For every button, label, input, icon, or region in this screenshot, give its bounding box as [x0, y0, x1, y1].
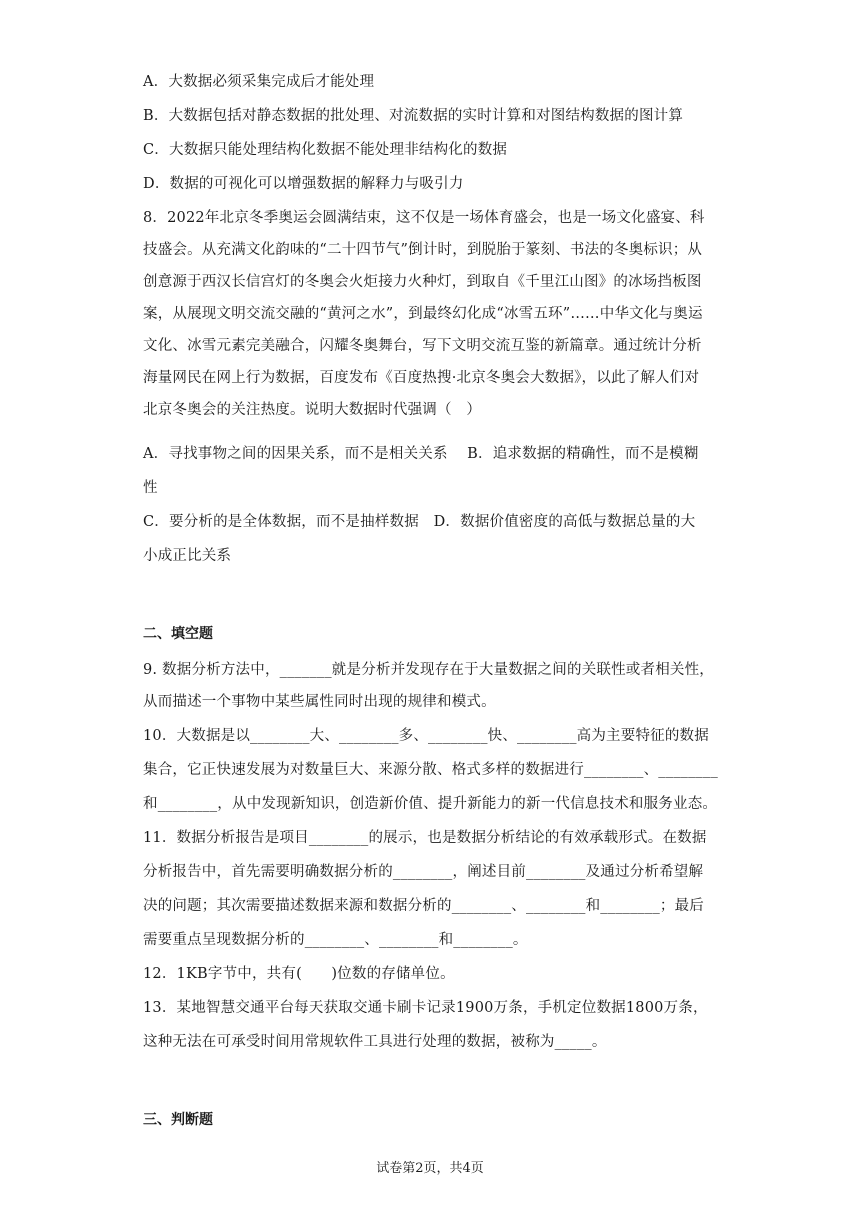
- q8-stem-line: 海量网民在网上行为数据，百度发布《百度热搜·北京冬奥会大数据》，以此了解人们对: [143, 370, 700, 386]
- q10-line: 和________，从中发现新知识，创造新价值、提升新能力的新一代信息技术和服务业态。: [143, 796, 718, 812]
- q8-options-cd: C．要分析的是全体数据，而不是抽样数据 D．数据价值密度的高低与数据总量的大: [143, 514, 696, 530]
- q8-options-cd-cont: 小成正比关系: [143, 548, 232, 564]
- q13-line: 13．某地智慧交通平台每天获取交通卡刷卡记录1900万条，手机定位数据1800万条，: [143, 1000, 708, 1016]
- q7-option-b: B．大数据包括对静态数据的批处理、对流数据的实时计算和对图结构数据的图计算: [143, 108, 684, 124]
- q11-line: 11．数据分析报告是项目________的展示，也是数据分析结论的有效承载形式。在数据: [143, 830, 707, 846]
- q8-options-ab-cont: 性: [143, 480, 158, 496]
- q10-line: 10．大数据是以________大、________多、________快、________高为主要特征的数据: [143, 728, 709, 744]
- section-heading-fill-blank: 二、填空题: [143, 626, 213, 642]
- q10-line: 集合，它正快速发展为对数量巨大、来源分散、格式多样的数据进行________、________: [143, 762, 718, 778]
- q12-line: 12．1KB字节中，共有( )位数的存储单位。: [143, 966, 455, 982]
- q7-option-d: D．数据的可视化可以增强数据的解释力与吸引力: [143, 176, 464, 192]
- q13-line: 这种无法在可承受时间用常规软件工具进行处理的数据，被称为_____。: [143, 1034, 607, 1050]
- q8-stem-line: 北京冬奥会的关注热度。说明大数据时代强调（ ）: [143, 402, 482, 418]
- q8-stem-line: 文化、冰雪元素完美融合，闪耀冬奥舞台，写下文明交流互鉴的新篇章。通过统计分析: [143, 338, 702, 354]
- q9-line: 9. 数据分析方法中，_______就是分析并发现存在于大量数据之间的关联性或者相关性，: [143, 662, 714, 678]
- q9-line: 从而描述一个事物中某些属性同时出现的规律和模式。: [143, 694, 496, 710]
- q11-line: 决的问题；其次需要描述数据来源和数据分析的________、________和________；最后: [143, 898, 704, 914]
- page-footer: 试卷第2页，共4页: [376, 1161, 484, 1176]
- q8-options-ab: A．寻找事物之间的因果关系，而不是相关关系 B．追求数据的精确性，而不是模糊: [143, 446, 699, 462]
- q8-stem-line: 技盛会。从充满文化韵味的“二十四节气”倒计时，到脱胎于篆刻、书法的冬奥标识；从: [143, 242, 703, 258]
- q8-stem-line: 案，从展现文明交流交融的“黄河之水”，到最终幻化成“冰雪五环”……中华文化与奥运: [143, 306, 703, 322]
- q11-line: 需要重点呈现数据分析的________、________和________。: [143, 932, 528, 948]
- q7-option-c: C．大数据只能处理结构化数据不能处理非结构化的数据: [143, 142, 508, 158]
- section-heading-true-false: 三、判断题: [143, 1112, 213, 1128]
- q11-line: 分析报告中，首先需要明确数据分析的________，阐述目前________及通过分析希望解: [143, 864, 704, 880]
- q8-stem-line: 8．2022年北京冬季奥运会圆满结束，这不仅是一场体育盛会，也是一场文化盛宴、科: [143, 210, 705, 226]
- q7-option-a: A．大数据必须采集完成后才能处理: [143, 74, 375, 90]
- q8-stem-line: 创意源于西汉长信宫灯的冬奥会火炬接力火种灯，到取自《千里江山图》的冰场挡板图: [143, 274, 702, 290]
